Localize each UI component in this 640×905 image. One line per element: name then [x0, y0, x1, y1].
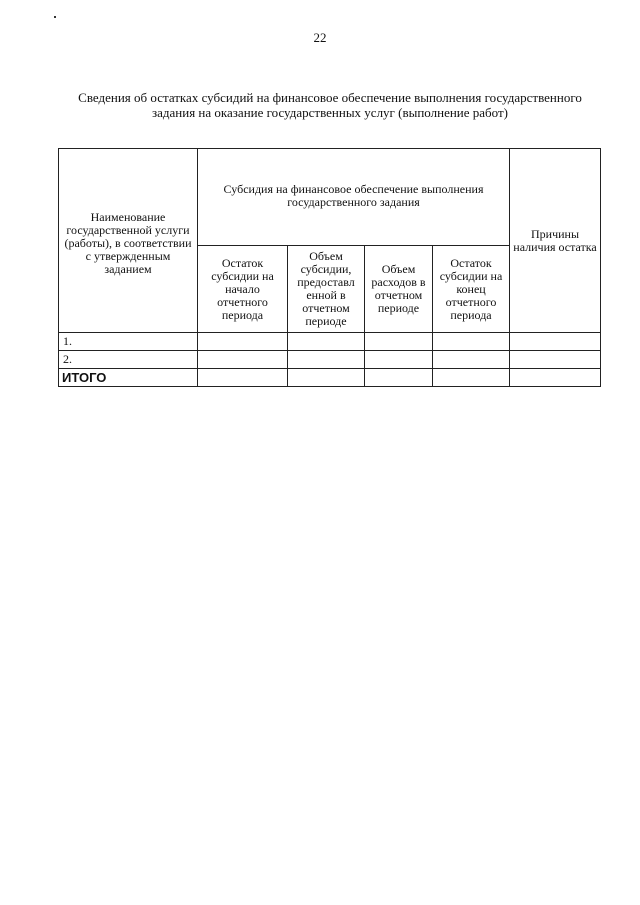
- table-cell: [433, 333, 510, 351]
- document-title-line-2: задания на оказание государственных услуг (выполнение работ): [151, 105, 508, 120]
- document-title: [70, 90, 590, 120]
- row-number: 1.: [59, 333, 198, 351]
- table-cell: [510, 369, 601, 387]
- row-number: 2.: [59, 351, 198, 369]
- header-expenses: Объем расходов в отчетном периоде: [365, 246, 433, 333]
- table-total-row: [59, 369, 601, 387]
- table-cell: [510, 351, 601, 369]
- table-cell: [198, 333, 288, 351]
- header-balance-start: Остаток субсидии на начало отчетного периода: [198, 246, 288, 333]
- table-cell: [288, 333, 365, 351]
- table-cell: [198, 369, 288, 387]
- total-label: ИТОГО: [59, 369, 198, 387]
- header-subsidy-provided: Объем субсидии, предоставл енной в отчетном периоде: [288, 246, 365, 333]
- header-balance-end: Остаток субсидии на конец отчетного периода: [433, 246, 510, 333]
- table-cell: [433, 369, 510, 387]
- table-cell: [288, 369, 365, 387]
- table-row: [59, 351, 601, 369]
- table-cell: [288, 351, 365, 369]
- table-cell: [198, 351, 288, 369]
- document-title-line-1: Сведения об остатках субсидий на финансовое обеспечение выполнения государственного: [78, 90, 582, 105]
- table-header-row: [59, 149, 601, 246]
- table-row: [59, 333, 601, 351]
- table-cell: [365, 369, 433, 387]
- table-cell: [365, 351, 433, 369]
- header-subsidy-group: Субсидия на финансовое обеспечение выполнения государственного задания: [198, 149, 510, 246]
- table-cell: [433, 351, 510, 369]
- scan-artifact: [54, 16, 56, 18]
- page-number: 22: [313, 30, 327, 45]
- subsidy-balance-table: [58, 148, 601, 387]
- table-cell: [365, 333, 433, 351]
- header-reasons: Причины наличия остатка: [510, 149, 601, 333]
- table-cell: [510, 333, 601, 351]
- header-service-name: Наименование государственной услуги (работы), в соответствии с утвержденным заданием: [59, 149, 198, 333]
